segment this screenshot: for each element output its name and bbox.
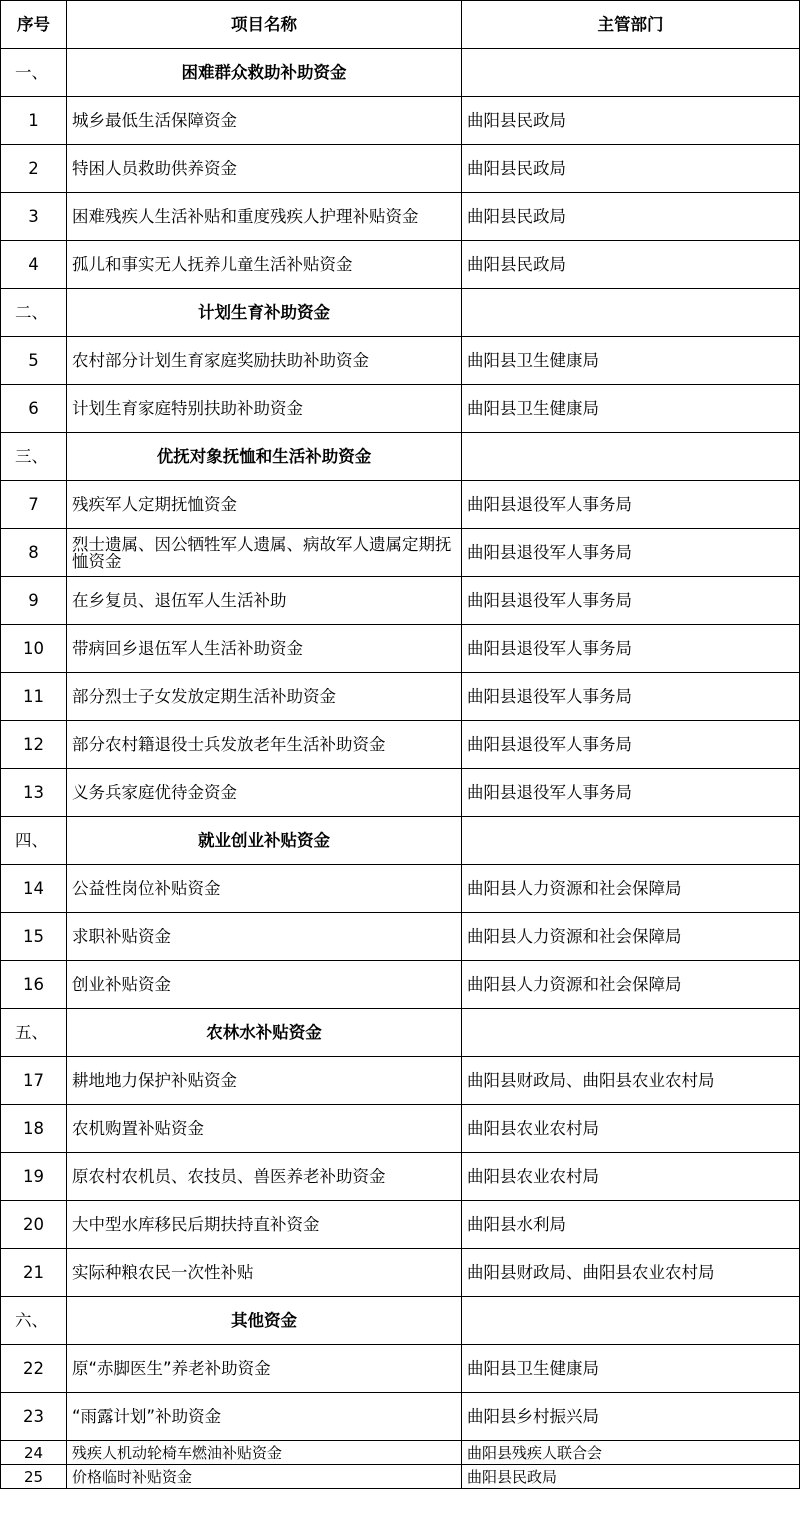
department: 曲阳县民政局 — [462, 193, 800, 241]
table-row — [1, 193, 800, 241]
project-name: 带病回乡退伍军人生活补助资金 — [67, 625, 462, 673]
project-name: 特困人员救助供养资金 — [67, 145, 462, 193]
department: 曲阳县退役军人事务局 — [462, 481, 800, 529]
department: 曲阳县卫生健康局 — [462, 385, 800, 433]
department: 曲阳县民政局 — [462, 241, 800, 289]
project-name: “雨露计划”补助资金 — [67, 1393, 462, 1441]
project-name: 残疾人机动轮椅车燃油补贴资金 — [67, 1441, 462, 1465]
header-no: 序号 — [1, 1, 67, 49]
header-name: 项目名称 — [67, 1, 462, 49]
department: 曲阳县残疾人联合会 — [462, 1441, 800, 1465]
department: 曲阳县卫生健康局 — [462, 337, 800, 385]
row-number: 16 — [1, 961, 67, 1009]
row-number: 19 — [1, 1153, 67, 1201]
row-number: 15 — [1, 913, 67, 961]
table-row — [1, 385, 800, 433]
department — [462, 1297, 800, 1345]
row-number: 2 — [1, 145, 67, 193]
row-number: 25 — [1, 1465, 67, 1489]
project-name: 残疾军人定期抚恤资金 — [67, 481, 462, 529]
section-title: 就业创业补贴资金 — [67, 817, 462, 865]
department: 曲阳县卫生健康局 — [462, 1345, 800, 1393]
row-number: 9 — [1, 577, 67, 625]
section-title: 计划生育补助资金 — [67, 289, 462, 337]
project-name: 城乡最低生活保障资金 — [67, 97, 462, 145]
table-row — [1, 1393, 800, 1441]
department: 曲阳县人力资源和社会保障局 — [462, 913, 800, 961]
department: 曲阳县农业农村局 — [462, 1153, 800, 1201]
project-name: 求职补贴资金 — [67, 913, 462, 961]
table-row — [1, 145, 800, 193]
section-row — [1, 433, 800, 481]
table-row — [1, 97, 800, 145]
table-row — [1, 529, 800, 577]
department — [462, 1009, 800, 1057]
project-name-text: 烈士遗属、因公牺牲军人遗属、病故军人遗属定期抚恤资金 — [72, 535, 452, 570]
table-body — [1, 1, 800, 1489]
project-name: 部分农村籍退役士兵发放老年生活补助资金 — [67, 721, 462, 769]
row-number: 11 — [1, 673, 67, 721]
department: 曲阳县退役军人事务局 — [462, 577, 800, 625]
project-name: 原农村农机员、农技员、兽医养老补助资金 — [67, 1153, 462, 1201]
section-row — [1, 49, 800, 97]
section-number: 六、 — [1, 1297, 67, 1345]
table-row — [1, 673, 800, 721]
header-dept: 主管部门 — [462, 1, 800, 49]
section-number: 五、 — [1, 1009, 67, 1057]
department: 曲阳县财政局、曲阳县农业农村局 — [462, 1249, 800, 1297]
row-number: 23 — [1, 1393, 67, 1441]
row-number: 20 — [1, 1201, 67, 1249]
table-row — [1, 1201, 800, 1249]
project-name: 义务兵家庭优待金资金 — [67, 769, 462, 817]
table-row — [1, 625, 800, 673]
project-name: 原“赤脚医生”养老补助资金 — [67, 1345, 462, 1393]
section-title: 困难群众救助补助资金 — [67, 49, 462, 97]
department: 曲阳县农业农村局 — [462, 1105, 800, 1153]
section-row — [1, 817, 800, 865]
row-number: 7 — [1, 481, 67, 529]
department: 曲阳县退役军人事务局 — [462, 769, 800, 817]
table-row — [1, 865, 800, 913]
department: 曲阳县民政局 — [462, 97, 800, 145]
table-row — [1, 1105, 800, 1153]
row-number: 10 — [1, 625, 67, 673]
row-number: 14 — [1, 865, 67, 913]
department: 曲阳县退役军人事务局 — [462, 673, 800, 721]
row-number: 24 — [1, 1441, 67, 1465]
department: 曲阳县退役军人事务局 — [462, 625, 800, 673]
table-row — [1, 241, 800, 289]
row-number: 12 — [1, 721, 67, 769]
row-number: 17 — [1, 1057, 67, 1105]
table-row — [1, 913, 800, 961]
department — [462, 289, 800, 337]
department — [462, 433, 800, 481]
section-row — [1, 1297, 800, 1345]
project-name — [67, 193, 462, 241]
department: 曲阳县民政局 — [462, 145, 800, 193]
table-row — [1, 337, 800, 385]
section-title: 农林水补贴资金 — [67, 1009, 462, 1057]
table-row — [1, 577, 800, 625]
table-row — [1, 721, 800, 769]
row-number: 3 — [1, 193, 67, 241]
department — [462, 49, 800, 97]
row-number: 6 — [1, 385, 67, 433]
section-title: 优抚对象抚恤和生活补助资金 — [67, 433, 462, 481]
table-row — [1, 1465, 800, 1489]
table-row — [1, 481, 800, 529]
project-name: 部分烈士子女发放定期生活补助资金 — [67, 673, 462, 721]
department: 曲阳县人力资源和社会保障局 — [462, 961, 800, 1009]
department: 曲阳县民政局 — [462, 1465, 800, 1489]
department: 曲阳县人力资源和社会保障局 — [462, 865, 800, 913]
department: 曲阳县乡村振兴局 — [462, 1393, 800, 1441]
project-name — [67, 529, 462, 577]
section-number: 一、 — [1, 49, 67, 97]
section-number: 三、 — [1, 433, 67, 481]
project-name: 耕地地力保护补贴资金 — [67, 1057, 462, 1105]
department: 曲阳县退役军人事务局 — [462, 529, 800, 577]
project-name: 创业补贴资金 — [67, 961, 462, 1009]
table-row — [1, 1153, 800, 1201]
department: 曲阳县退役军人事务局 — [462, 721, 800, 769]
project-name: 农机购置补贴资金 — [67, 1105, 462, 1153]
department: 曲阳县财政局、曲阳县农业农村局 — [462, 1057, 800, 1105]
row-number: 8 — [1, 529, 67, 577]
project-name: 孤儿和事实无人抚养儿童生活补贴资金 — [67, 241, 462, 289]
row-number: 21 — [1, 1249, 67, 1297]
project-name-text: 困难残疾人生活补贴和重度残疾人护理补贴资金 — [72, 208, 419, 225]
section-row — [1, 289, 800, 337]
project-name: 农村部分计划生育家庭奖励扶助补助资金 — [67, 337, 462, 385]
section-number: 二、 — [1, 289, 67, 337]
department — [462, 817, 800, 865]
row-number: 22 — [1, 1345, 67, 1393]
table-row — [1, 1249, 800, 1297]
table-row — [1, 961, 800, 1009]
table-row — [1, 1057, 800, 1105]
section-number: 四、 — [1, 817, 67, 865]
section-title: 其他资金 — [67, 1297, 462, 1345]
row-number: 18 — [1, 1105, 67, 1153]
row-number: 13 — [1, 769, 67, 817]
table-header-row — [1, 1, 800, 49]
table-row — [1, 1441, 800, 1465]
row-number: 5 — [1, 337, 67, 385]
department: 曲阳县水利局 — [462, 1201, 800, 1249]
project-name: 实际种粮农民一次性补贴 — [67, 1249, 462, 1297]
table-row — [1, 769, 800, 817]
row-number: 1 — [1, 97, 67, 145]
project-name: 价格临时补贴资金 — [67, 1465, 462, 1489]
section-row — [1, 1009, 800, 1057]
project-name: 公益性岗位补贴资金 — [67, 865, 462, 913]
project-name: 计划生育家庭特别扶助补助资金 — [67, 385, 462, 433]
project-name: 大中型水库移民后期扶持直补资金 — [67, 1201, 462, 1249]
row-number: 4 — [1, 241, 67, 289]
table-row — [1, 1345, 800, 1393]
project-name: 在乡复员、退伍军人生活补助 — [67, 577, 462, 625]
